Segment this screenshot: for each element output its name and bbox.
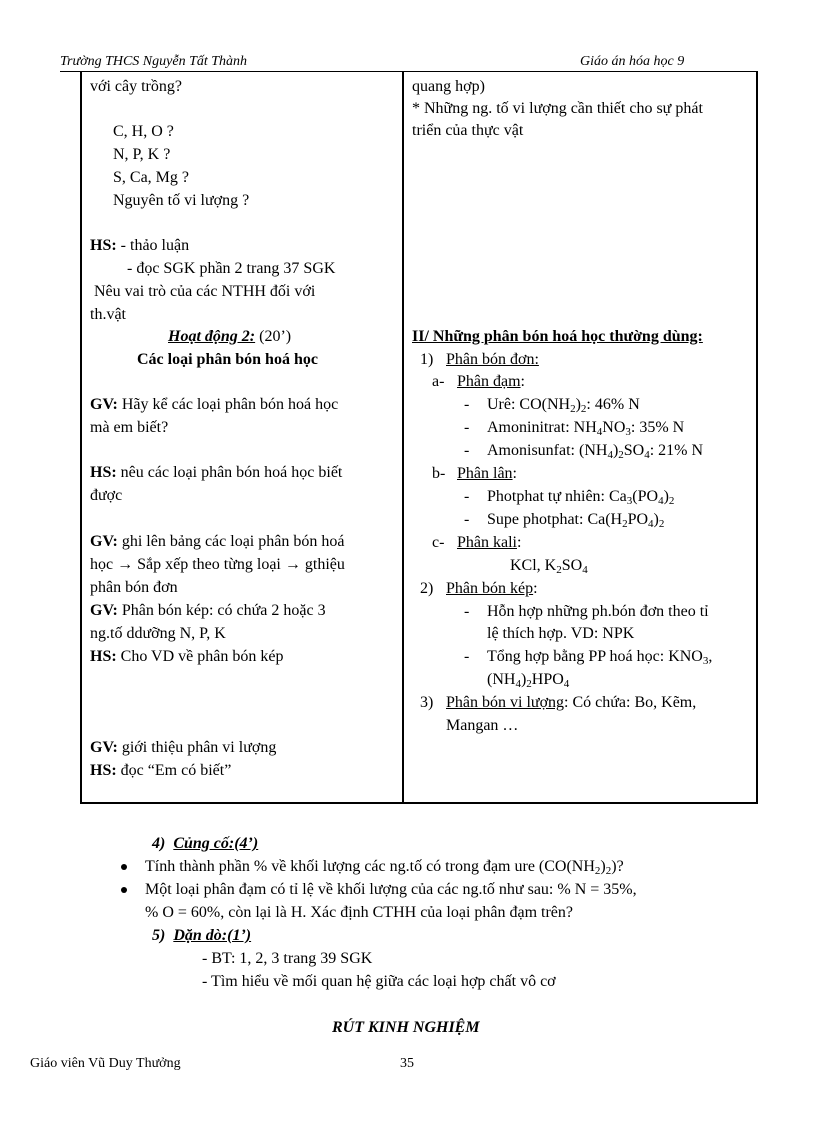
sub: 4 [658, 495, 664, 507]
hs-label: HS: [90, 237, 117, 254]
consolidation-heading [152, 833, 258, 855]
hs-answer-2: được [90, 487, 123, 504]
ure-percent: : 46% N [586, 396, 640, 413]
sunfat-so: SO [623, 442, 645, 459]
sub-a-letter: a- [432, 373, 445, 390]
page-number: 35 [400, 1056, 414, 1071]
gv-board-sort: Sắp xếp theo từng loại [133, 556, 285, 573]
sub-b-letter: b- [432, 465, 446, 482]
item-3-label [446, 692, 696, 714]
supe-text: Supe photphat: Ca(H [487, 511, 623, 528]
colon: : [512, 465, 517, 482]
hs-role: Nêu vai trò của các NTHH đối với [94, 283, 316, 300]
column-divider [402, 72, 404, 802]
arrow-icon: → [284, 556, 301, 573]
dash: - [464, 511, 470, 528]
sunfat-text: Amonisunfat: (NH [487, 442, 608, 459]
section-2-heading: II/ Những phân bón hoá học thường dùng: [412, 328, 703, 345]
gv-question-2: mà em biết? [90, 419, 169, 436]
homework-num: 5) [152, 927, 166, 944]
homework-item-1: - BT: 1, 2, 3 trang 39 SGK [202, 950, 373, 967]
right-line-2: * Những ng. tố vi lượng cần thiết cho sự phát [412, 100, 703, 117]
gv-micro-text: giới thiệu phân vi lượng [117, 739, 277, 756]
sub: 2 [556, 564, 562, 576]
sunfat-percent: : 21% N [649, 442, 704, 459]
gv-board-hoc: học [90, 556, 118, 573]
kep-2-nh: (NH [487, 671, 516, 688]
header-subject: Giáo án hóa học 9 [580, 54, 685, 69]
consolidation-item-2-line-2: % O = 60%, còn lại là H. Xác định CTHH của loại phân đạm trên? [145, 904, 574, 921]
hs-read-box-text: đọc “Em có biết” [116, 762, 232, 779]
sub: 4 [582, 564, 588, 576]
homework-item-2: - Tìm hiểu về mối quan hệ giữa các loại hợp chất vô cơ [202, 973, 556, 990]
paren: ) [520, 671, 527, 688]
supe-po: PO [627, 511, 649, 528]
gv-board-intro: gthiệu [300, 556, 345, 573]
hs-answer [90, 462, 342, 484]
kep-1-line: Hỗn hợp những ph.bón đơn theo tỉ [487, 603, 709, 620]
paren: ) [663, 488, 669, 505]
activity-title: Hoạt động 2: [168, 328, 256, 345]
hs-example [90, 646, 283, 668]
kep-1-line-2: lệ thích hợp. VD: NPK [487, 625, 635, 642]
sub: 2 [658, 518, 665, 530]
micro-fertilizer-rest: : Có chứa: Bo, Kẽm, [564, 694, 697, 711]
kep-2-text: Tổng hợp bằng PP hoá học: KNO [487, 648, 703, 665]
gv-board-3: phân bón đơn [90, 579, 178, 596]
gv-micro [90, 737, 276, 759]
amonitrat-percent: : 35% N [630, 419, 685, 436]
sub: 2 [605, 865, 612, 877]
item-2-num: 2) [420, 580, 434, 597]
gv-compound-2: ng.tố ddưỡng N, P, K [90, 625, 226, 642]
sub: 4 [648, 518, 654, 530]
sub: 3 [625, 426, 631, 438]
ure-line [487, 394, 640, 416]
colon: : [533, 580, 538, 597]
comma: , [708, 648, 713, 665]
dash: - [464, 396, 470, 413]
hs-role-2: th.vật [90, 306, 126, 323]
ure-text: Urê: CO(NH [487, 396, 571, 413]
hs-label: HS: [90, 762, 117, 779]
hs-label: HS: [90, 648, 117, 665]
sub: 4 [515, 678, 521, 690]
simple-fertilizer: Phân bón đơn: [446, 351, 539, 368]
sub: 2 [622, 518, 628, 530]
bullet-icon [121, 887, 127, 893]
gv-question [90, 394, 338, 416]
paren: ) [653, 511, 659, 528]
consolidation-item-2: Một loại phân đạm có tỉ lệ về khối lượng của các ng.tố như sau: % N = 35%, [145, 881, 637, 898]
right-line-3: triển của thực vật [412, 122, 524, 139]
header-school: Trường THCS Nguyễn Tất Thành [60, 54, 248, 69]
paren: ) [600, 858, 606, 875]
sub: 2 [580, 403, 587, 415]
sunfat-line [487, 440, 703, 462]
item-1-label [446, 349, 539, 371]
amonitrat-text: Amoninitrat: NH [487, 419, 597, 436]
sub: 2 [668, 495, 675, 507]
dash: - [464, 419, 470, 436]
hs-label: HS: [90, 464, 117, 481]
reflection-heading: RÚT KINH NGHIỆM [332, 1019, 480, 1036]
arrow-icon: → [117, 556, 134, 573]
gv-compound [90, 600, 326, 622]
nitrogen-fertilizer: Phân đạm [457, 373, 521, 390]
hs-discuss [90, 235, 189, 257]
left-line-1: với cây trồng? [90, 78, 182, 95]
hs-read-box [90, 760, 231, 782]
bullet-icon [121, 864, 127, 870]
kcl-so: SO [561, 557, 583, 574]
item-2-label [446, 578, 538, 600]
supe-line [487, 509, 664, 531]
hs-read: - đọc SGK phần 2 trang 37 SGK [127, 260, 336, 277]
consolidation-item-1-end: )? [611, 858, 624, 875]
sub: 2 [526, 678, 532, 690]
dash: - [464, 488, 470, 505]
activity-time: (20’) [255, 328, 292, 345]
gv-board-2 [90, 554, 345, 576]
sub: 3 [626, 495, 633, 507]
dash: - [464, 442, 470, 459]
footer-teacher: Giáo viên Vũ Duy Thưởng [30, 1056, 181, 1071]
sub-c-letter: c- [432, 534, 445, 551]
sub: 4 [644, 449, 650, 461]
paren: ) [575, 396, 581, 413]
consolidation-title: Củng cố:(4’) [173, 835, 259, 852]
consolidation-item-1 [145, 856, 624, 878]
question-cho: C, H, O ? [113, 123, 174, 140]
micro-fertilizer-2: Mangan … [446, 717, 519, 734]
right-line-1: quang hợp) [412, 78, 485, 95]
gv-compound-text: Phân bón kép: có chứa 2 hoặc 3 [117, 602, 326, 619]
homework-title: Dặn dò:(1’) [173, 927, 252, 944]
dash: - [464, 648, 470, 665]
kcl-text: KCl, K [510, 557, 557, 574]
sub: 3 [702, 655, 709, 667]
sub: 2 [618, 449, 624, 461]
activity-2-title [168, 326, 291, 348]
sub-a-label [457, 371, 525, 393]
sub: 4 [607, 449, 613, 461]
sub: 4 [563, 678, 570, 690]
colon: : [520, 373, 525, 390]
hs-example-text: Cho VD về phân bón kép [116, 648, 284, 665]
gv-board-text: ghi lên bảng các loại phân bón hoá [117, 533, 345, 550]
amonitrat-line [487, 417, 684, 439]
amonitrat-no: NO [602, 419, 626, 436]
potassium-fertilizer: Phân kali [457, 534, 517, 551]
sub: 4 [596, 426, 603, 438]
sub-c-label [457, 532, 521, 554]
sub-b-label [457, 463, 517, 485]
question-scamg: S, Ca, Mg ? [113, 169, 189, 186]
paren: ) [612, 442, 619, 459]
sub: 2 [570, 403, 576, 415]
sub: 2 [594, 865, 601, 877]
gv-label: GV: [90, 739, 118, 756]
consolidation-num: 4) [152, 835, 166, 852]
gv-label: GV: [90, 602, 118, 619]
dash: - [464, 603, 470, 620]
item-3-num: 3) [420, 694, 434, 711]
kep-2-line [487, 646, 712, 668]
photphat-text: Photphat tự nhiên: Ca [487, 488, 627, 505]
hs-discuss-text: - thảo luận [116, 237, 190, 254]
colon: : [517, 534, 522, 551]
activity-subtitle: Các loại phân bón hoá học [137, 351, 318, 368]
hs-answer-text: nêu các loại phân bón hoá học biết [116, 464, 343, 481]
consolidation-item-1-text: Tính thành phần % về khối lượng các ng.tố có trong đạm ure (CO(NH [145, 858, 595, 875]
gv-question-text: Hãy kể các loại phân bón hoá học [117, 396, 339, 413]
question-vi-luong: Nguyên tố vi lượng ? [113, 192, 250, 209]
kep-2-hpo: HPO [531, 671, 564, 688]
kcl-line [510, 555, 588, 577]
photphat-po: (PO [632, 488, 659, 505]
photphat-line [487, 486, 674, 508]
micro-fertilizer: Phân bón vi lượng [446, 694, 565, 711]
gv-board [90, 531, 344, 553]
item-1-num: 1) [420, 351, 434, 368]
phosphate-fertilizer: Phân lân [457, 465, 513, 482]
kep-2-line-2 [487, 669, 569, 691]
compound-fertilizer: Phân bón kép [446, 580, 534, 597]
gv-label: GV: [90, 396, 118, 413]
homework-heading [152, 925, 251, 947]
gv-label: GV: [90, 533, 118, 550]
question-npk: N, P, K ? [113, 146, 171, 163]
lesson-table [80, 72, 758, 804]
